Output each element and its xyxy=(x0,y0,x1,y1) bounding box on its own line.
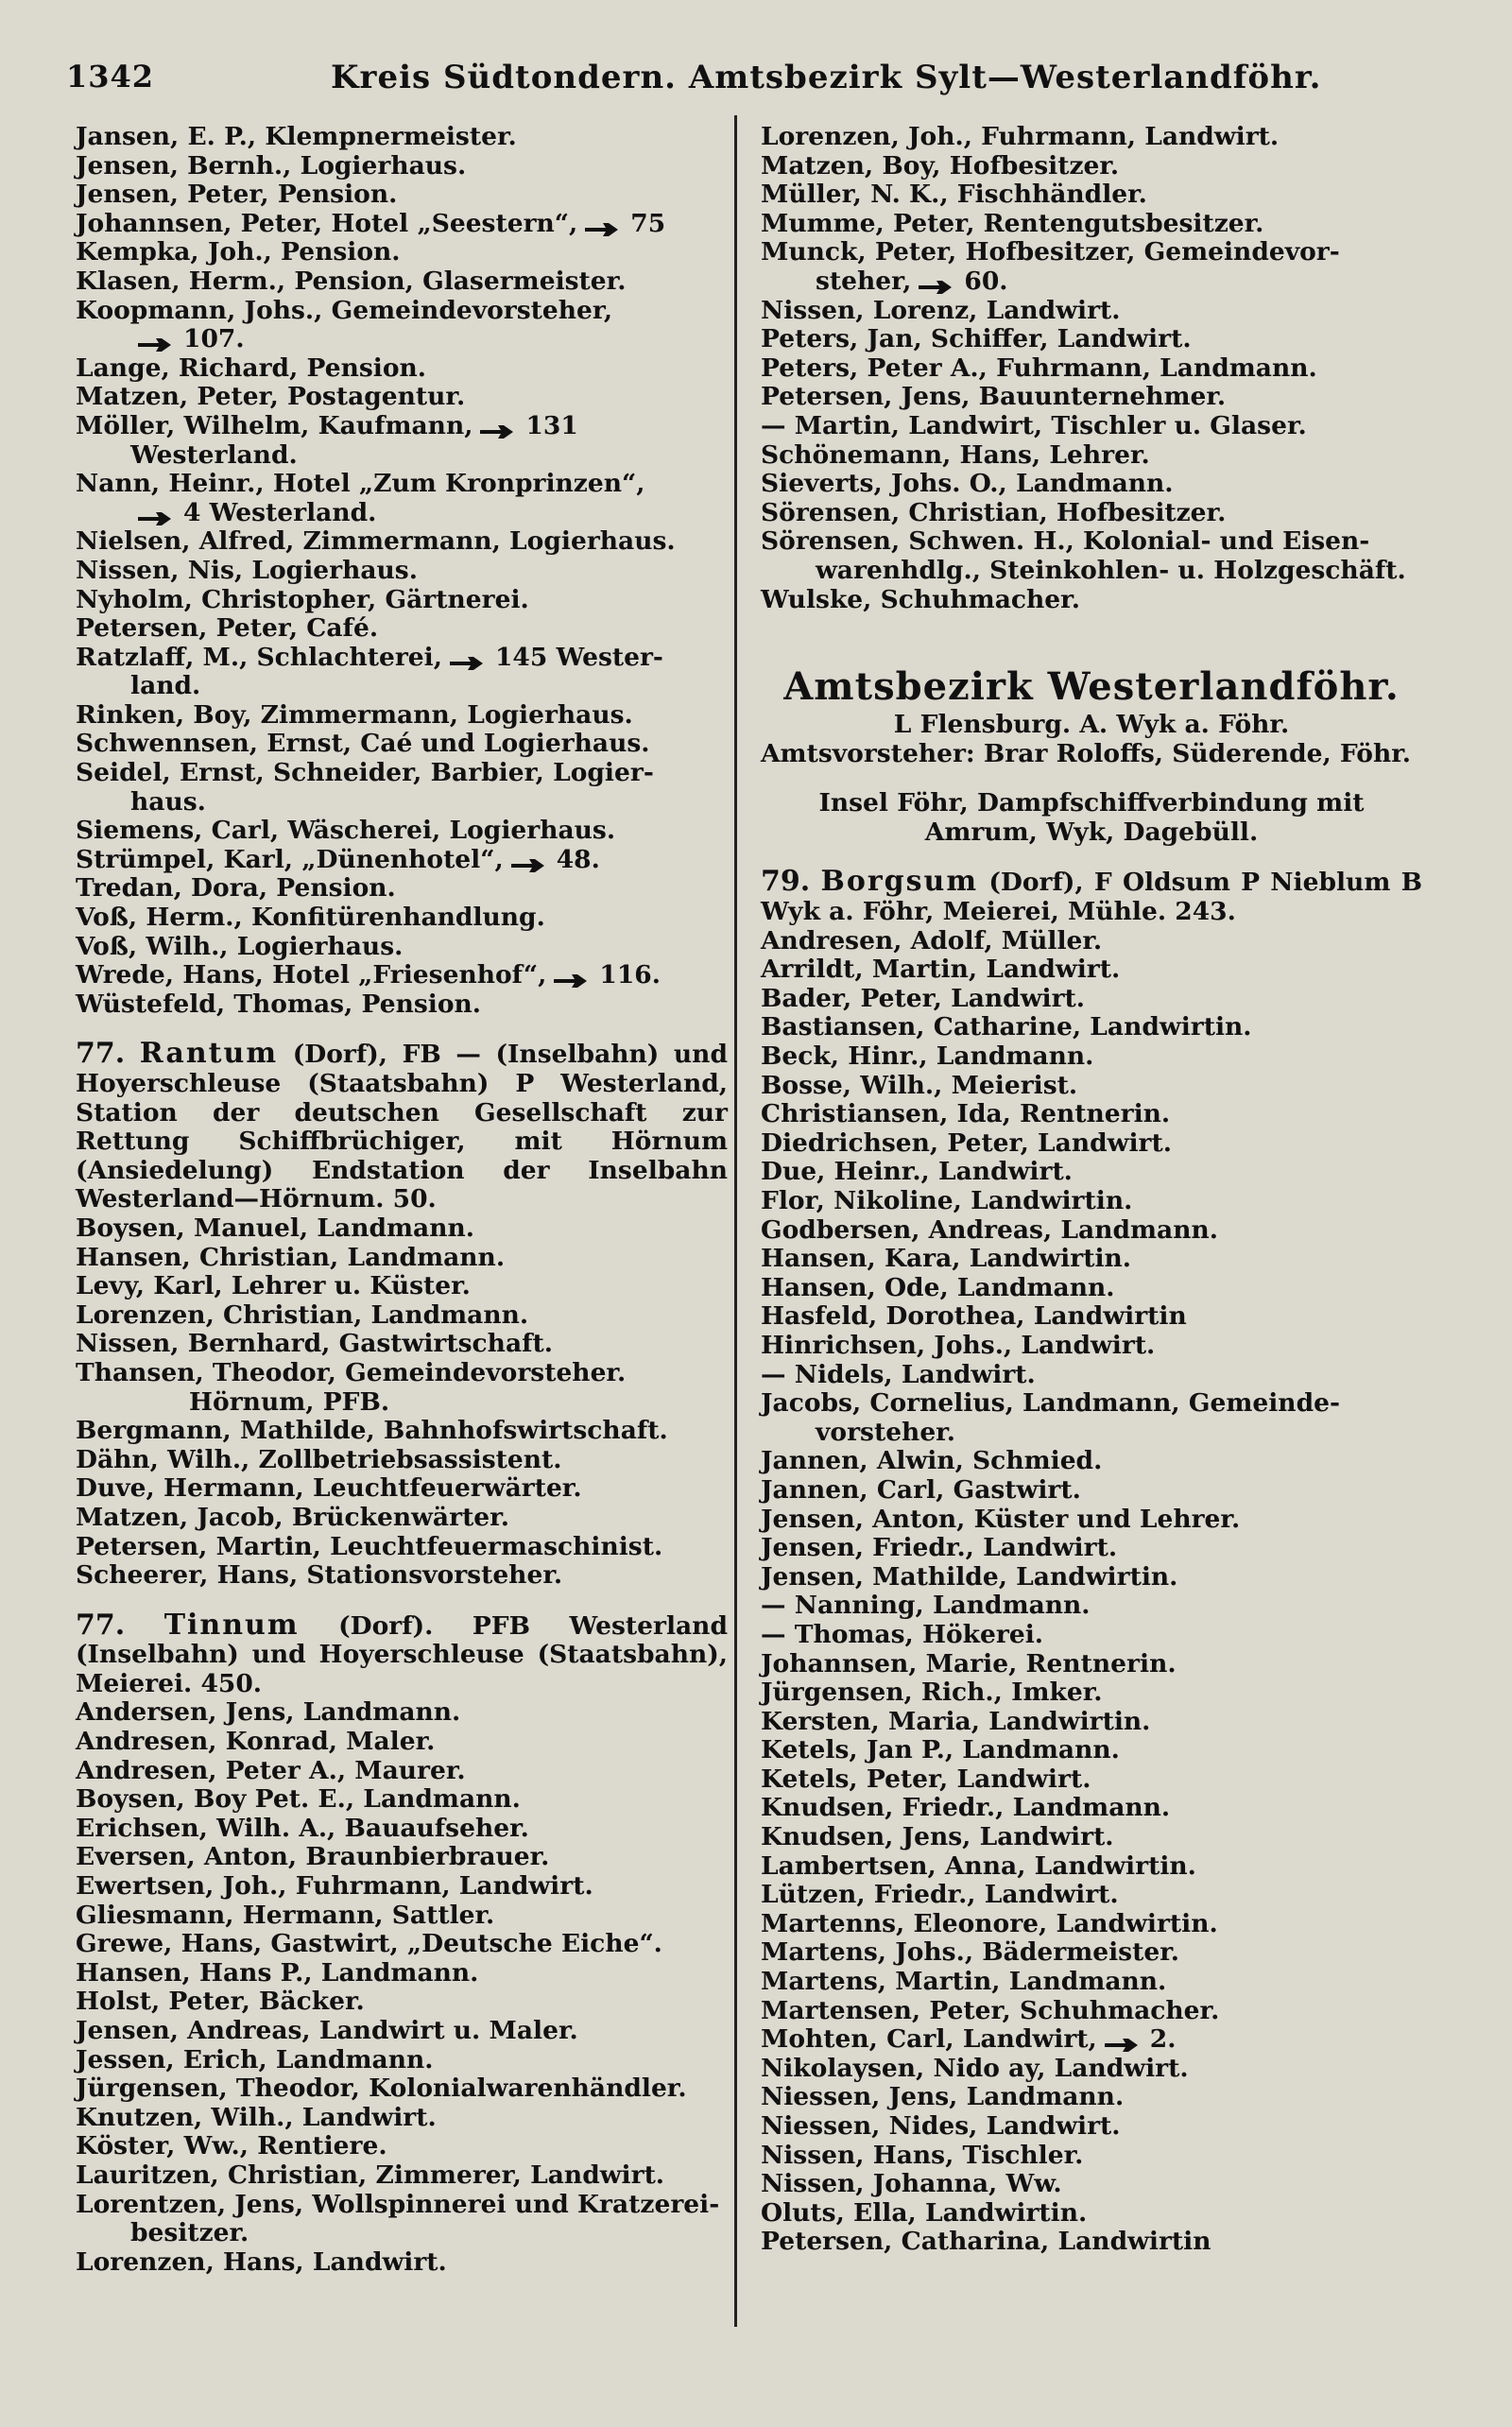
list-item: Köster, Ww., Rentiere. xyxy=(76,2131,387,2161)
list-item xyxy=(76,846,728,875)
phone-number: 2. xyxy=(1149,2024,1177,2055)
list-item: Nissen, Nis, Logierhaus. xyxy=(76,555,418,585)
list-item: Tredan, Dora, Pension. xyxy=(76,873,396,904)
list-item: Due, Heinr., Landwirt. xyxy=(761,1157,1073,1187)
list-item: Flor, Nikoline, Landwirtin. xyxy=(761,1186,1133,1215)
list-item: Lambertsen, Anna, Landwirtin. xyxy=(761,1850,1196,1881)
telephone-hand-icon xyxy=(478,419,520,436)
entry-text: Ratzlaff, M., Schlachterei, xyxy=(76,642,442,672)
place-description: (Dorf), FB — (Inselbahn) und Hoyerschleuse (Staatsbahn) P Westerland, Station der deutschen Gesellschaft zur Rettung Schiffbrüchiger, mit Hörnum (Ansiedelung) Endstation der Inselbahn Westerland—Hörnum. 50. xyxy=(76,1040,728,1214)
list-item: Johannsen, Marie, Rentnerin. xyxy=(761,1648,1177,1678)
list-item: Wulske, Schuhmacher. xyxy=(761,584,1080,614)
list-item: Hansen, Kara, Landwirtin. xyxy=(761,1244,1132,1274)
list-item-continuation: land. xyxy=(130,671,201,701)
entry-text: 4 Westerland. xyxy=(183,497,377,527)
list-item: Dähn, Wilh., Zollbetriebsassistent. xyxy=(76,1444,562,1474)
list-item: Nissen, Hans, Tischler. xyxy=(761,2140,1084,2170)
list-item: Lange, Richard, Pension. xyxy=(76,353,427,383)
list-item: Lorenzen, Joh., Fuhrmann, Landwirt. xyxy=(761,122,1280,151)
list-item: — Thomas, Hökerei. xyxy=(761,1619,1044,1649)
list-item: Ketels, Jan P., Landmann. xyxy=(761,1735,1120,1765)
list-item: Jensen, Anton, Küster und Lehrer. xyxy=(761,1504,1241,1534)
list-item: Kempka, Joh., Pension. xyxy=(76,237,401,267)
list-item: Diedrichsen, Peter, Landwirt. xyxy=(761,1127,1172,1158)
list-item: Lorenzen, Hans, Landwirt. xyxy=(76,2246,447,2277)
list-item xyxy=(761,2025,1422,2055)
telephone-hand-icon xyxy=(509,852,551,869)
section-title: Amtsbezirk Westerlandföhr. xyxy=(783,664,1400,710)
list-item: Bader, Peter, Landwirt. xyxy=(761,983,1086,1013)
phone-number: 48. xyxy=(556,844,600,874)
sub-place-heading: Hörnum, PFB. xyxy=(189,1386,390,1417)
right-column xyxy=(761,123,1422,2257)
list-item: Jürgensen, Rich., Imker. xyxy=(761,1678,1103,1708)
list-item: Hansen, Christian, Landmann. xyxy=(76,1242,506,1272)
list-item: Hansen, Hans P., Landmann. xyxy=(76,1957,479,1988)
list-item: Ewertsen, Joh., Fuhrmann, Landwirt. xyxy=(76,1871,593,1902)
list-item: Petersen, Peter, Café. xyxy=(76,613,379,644)
place-number: 77. xyxy=(76,1037,126,1071)
list-item: Peters, Jan, Schiffer, Landwirt. xyxy=(761,324,1192,354)
list-item: Christiansen, Ida, Rentnerin. xyxy=(761,1099,1171,1129)
list-item-continuation: vorsteher. xyxy=(816,1417,955,1447)
list-item: — Martin, Landwirt, Tischler u. Glaser. xyxy=(761,410,1307,440)
list-item: Bastiansen, Catharine, Landwirtin. xyxy=(761,1012,1252,1042)
list-item: Matzen, Jacob, Brückenwärter. xyxy=(76,1502,509,1532)
phone-number: 145 Wester- xyxy=(494,642,663,672)
list-item: Petersen, Martin, Leuchtfeuermaschinist. xyxy=(76,1531,663,1561)
list-item: Sörensen, Christian, Hofbesitzer. xyxy=(761,497,1227,527)
list-item: Jensen, Andreas, Landwirt u. Maler. xyxy=(76,2016,578,2045)
phone-number: 107. xyxy=(183,324,245,354)
list-item-continuation: besitzer. xyxy=(130,2218,249,2248)
telephone-hand-icon xyxy=(1103,2032,1144,2049)
list-item: Holst, Peter, Bäcker. xyxy=(76,1987,365,2017)
list-item: Jensen, Bernh., Logierhaus. xyxy=(76,150,467,181)
list-item: Thansen, Theodor, Gemeindevorsteher. xyxy=(76,1357,627,1387)
list-item-continuation: warenhdlg., Steinkohlen- u. Holzgeschäft. xyxy=(816,555,1406,585)
page-header xyxy=(66,59,1446,112)
place-description: (Dorf), F Oldsum P Nieblum B Wyk a. Föhr, Meierei, Mühle. 243. xyxy=(761,868,1423,927)
list-item: Martenns, Eleonore, Landwirtin. xyxy=(761,1908,1218,1938)
list-item: Niessen, Jens, Landmann. xyxy=(761,2082,1125,2112)
running-title: Kreis Südtondern. Amtsbezirk Sylt—Westerlandföhr. xyxy=(331,59,1322,96)
list-item: Matzen, Boy, Hofbesitzer. xyxy=(761,150,1120,181)
telephone-hand-icon xyxy=(917,274,958,291)
list-item: Voß, Wilh., Logierhaus. xyxy=(76,931,404,961)
list-item xyxy=(76,644,728,673)
list-item: Boysen, Boy Pet. E., Landmann. xyxy=(76,1784,521,1815)
list-item: Godbersen, Andreas, Landmann. xyxy=(761,1214,1218,1245)
list-item-continuation xyxy=(76,499,728,528)
left-column xyxy=(76,123,728,2277)
list-item: Jensen, Friedr., Landwirt. xyxy=(761,1533,1118,1563)
list-item-continuation: Westerland. xyxy=(130,439,298,470)
list-item: Levy, Karl, Lehrer u. Küster. xyxy=(76,1271,471,1301)
entry-text: Möller, Wilhelm, Kaufmann, xyxy=(76,410,473,440)
list-item-continuation: haus. xyxy=(130,786,206,817)
list-item: Nissen, Lorenz, Landwirt. xyxy=(761,295,1121,325)
phone-number: 116. xyxy=(599,960,661,990)
list-item: Jansen, E. P., Klempnermeister. xyxy=(76,122,517,151)
list-item: Sieverts, Johs. O., Landmann. xyxy=(761,469,1174,499)
place-heading-tinnum xyxy=(76,1608,728,1699)
list-item: Jürgensen, Theodor, Kolonialwarenhändler. xyxy=(76,2074,687,2104)
ferry-line: Insel Föhr, Dampfschiffverbindung mit Amrum, Wyk, Dagebüll. xyxy=(818,788,1365,847)
list-item: Andresen, Peter A., Maurer. xyxy=(76,1755,466,1785)
entry-text: Wrede, Hans, Hotel „Friesenhof“, xyxy=(76,960,547,990)
list-item: Boysen, Manuel, Landmann. xyxy=(76,1213,474,1243)
spacer xyxy=(761,768,1422,789)
telephone-hand-icon xyxy=(136,332,178,349)
list-item: Wüstefeld, Thomas, Pension. xyxy=(76,989,482,1019)
list-item: Knudsen, Jens, Landwirt. xyxy=(761,1822,1114,1852)
list-item: Grewe, Hans, Gastwirt, „Deutsche Eiche“. xyxy=(76,1929,662,1959)
list-item: Matzen, Peter, Postagentur. xyxy=(76,382,466,412)
list-item: — Nidels, Landwirt. xyxy=(761,1359,1036,1389)
place-name: Borgsum xyxy=(820,865,979,899)
list-item: — Nanning, Landmann. xyxy=(761,1591,1091,1621)
phone-number: 131 xyxy=(525,410,578,440)
list-item: Hinrichsen, Johs., Landwirt. xyxy=(761,1330,1156,1360)
entry-text: steher, xyxy=(816,266,912,296)
list-item: Hasfeld, Dorothea, Landwirtin xyxy=(761,1301,1187,1332)
list-item: Bergmann, Mathilde, Bahnhofswirtschaft. xyxy=(76,1416,668,1446)
list-item: Andersen, Jens, Landmann. xyxy=(76,1697,461,1728)
list-item: Jacobs, Cornelius, Landmann, Gemeinde- xyxy=(761,1388,1340,1419)
list-item: Jensen, Mathilde, Landwirtin. xyxy=(761,1561,1178,1592)
list-item: Arrildt, Martin, Landwirt. xyxy=(761,955,1121,985)
list-item: Knutzen, Wilh., Landwirt. xyxy=(76,2102,437,2132)
list-item: Nikolaysen, Nido ay, Landwirt. xyxy=(761,2053,1189,2083)
list-item: Oluts, Ella, Landwirtin. xyxy=(761,2197,1088,2228)
place-number: 79. xyxy=(761,865,811,899)
list-item: Klasen, Herm., Pension, Glasermeister. xyxy=(76,266,627,296)
list-item: Müller, N. K., Fischhändler. xyxy=(761,180,1147,210)
list-item: Martens, Martin, Landmann. xyxy=(761,1967,1167,1997)
place-heading-rantum xyxy=(76,1037,728,1214)
list-item: Seidel, Ernst, Schneider, Barbier, Logier- xyxy=(76,758,654,788)
place-number: 77. xyxy=(76,1608,126,1642)
list-item: Gliesmann, Hermann, Sattler. xyxy=(76,1900,495,1930)
telephone-hand-icon xyxy=(583,216,625,233)
list-item: Beck, Hinr., Landmann. xyxy=(761,1041,1094,1072)
list-item: Siemens, Carl, Wäscherei, Logierhaus. xyxy=(76,816,616,846)
list-item: Lorenzen, Christian, Landmann. xyxy=(76,1300,529,1330)
list-item: Petersen, Catharina, Landwirtin xyxy=(761,2227,1211,2257)
telephone-hand-icon xyxy=(552,968,593,985)
list-item: Jessen, Erich, Landmann. xyxy=(76,2044,434,2074)
place-name: Tinnum xyxy=(163,1608,300,1642)
place-heading-borgsum xyxy=(761,865,1423,927)
list-item: Hansen, Ode, Landmann. xyxy=(761,1272,1115,1302)
entry-text: Johannsen, Peter, Hotel „Seestern“, xyxy=(76,208,578,238)
list-item: Peters, Peter A., Fuhrmann, Landmann. xyxy=(761,353,1317,383)
spacer xyxy=(761,643,1422,663)
list-item: Nissen, Bernhard, Gastwirtschaft. xyxy=(76,1329,553,1359)
list-item: Andresen, Adolf, Müller. xyxy=(761,925,1103,955)
list-item: Knudsen, Friedr., Landmann. xyxy=(761,1793,1171,1823)
list-item: Nielsen, Alfred, Zimmermann, Logierhaus. xyxy=(76,526,676,557)
list-item: Andresen, Konrad, Maler. xyxy=(76,1727,436,1757)
list-item xyxy=(76,961,728,990)
list-item xyxy=(76,210,728,239)
place-description: (Dorf). PFB Westerland (Inselbahn) und Hoyerschleuse (Staatsbahn), Meierei. 450. xyxy=(76,1610,728,1698)
list-item: Duve, Hermann, Leuchtfeuerwärter. xyxy=(76,1473,582,1504)
list-item: Lorentzen, Jens, Wollspinnerei und Kratzerei- xyxy=(76,2189,720,2219)
page-number: 1342 xyxy=(66,59,155,95)
list-item: Ketels, Peter, Landwirt. xyxy=(761,1764,1091,1794)
list-item: Nyholm, Christopher, Gärtnerei. xyxy=(76,584,529,614)
list-item: Martens, Johs., Bädermeister. xyxy=(761,1937,1179,1968)
list-item: Munck, Peter, Hofbesitzer, Gemeindevor- xyxy=(761,237,1340,267)
list-item: Bosse, Wilh., Meierist. xyxy=(761,1070,1078,1100)
telephone-hand-icon xyxy=(448,650,490,667)
telephone-hand-icon xyxy=(136,506,178,523)
list-item xyxy=(76,412,728,441)
list-item-continuation xyxy=(76,325,728,354)
list-item: Lützen, Friedr., Landwirt. xyxy=(761,1880,1119,1910)
list-item: Koopmann, Johs., Gemeindevorsteher, xyxy=(76,295,613,325)
list-item: Eversen, Anton, Braunbierbrauer. xyxy=(76,1842,550,1872)
court-line: L Flensburg. A. Wyk a. Föhr. xyxy=(893,710,1290,740)
list-item: Petersen, Jens, Bauunternehmer. xyxy=(761,382,1227,412)
list-item: Schwennsen, Ernst, Caé und Logierhaus. xyxy=(76,729,650,759)
list-item-continuation xyxy=(761,267,1422,297)
list-item: Rinken, Boy, Zimmermann, Logierhaus. xyxy=(76,699,633,730)
list-item: Martensen, Peter, Schuhmacher. xyxy=(761,1995,1220,2025)
entry-text: Mohten, Carl, Landwirt, xyxy=(761,2024,1097,2055)
list-item: Lauritzen, Christian, Zimmerer, Landwirt. xyxy=(76,2160,665,2190)
list-item: Schönemann, Hans, Lehrer. xyxy=(761,439,1150,470)
list-item: Jannen, Alwin, Schmied. xyxy=(761,1446,1103,1476)
list-item: Kersten, Maria, Landwirtin. xyxy=(761,1706,1151,1736)
column-divider xyxy=(734,115,737,2327)
list-item: Nissen, Johanna, Ww. xyxy=(761,2169,1062,2199)
list-item: Mumme, Peter, Rentengutsbesitzer. xyxy=(761,208,1264,238)
list-item: Nann, Heinr., Hotel „Zum Kronprinzen“, xyxy=(76,469,645,499)
official-line: Amtsvorsteher: Brar Roloffs, Süderende, Föhr. xyxy=(761,738,1411,768)
place-name: Rantum xyxy=(139,1037,279,1071)
list-item: Voß, Herm., Konfitürenhandlung. xyxy=(76,903,545,933)
phone-number: 75 xyxy=(630,208,666,238)
list-item: Sörensen, Schwen. H., Kolonial- und Eisen- xyxy=(761,526,1370,557)
list-item: Erichsen, Wilh. A., Bauaufseher. xyxy=(76,1813,529,1843)
list-item: Scheerer, Hans, Stationsvorsteher. xyxy=(76,1560,563,1591)
list-item: Jannen, Carl, Gastwirt. xyxy=(761,1474,1081,1505)
spacer xyxy=(761,614,1422,643)
entry-text: Strümpel, Karl, „Dünenhotel“, xyxy=(76,844,504,874)
phone-number: 60. xyxy=(964,266,1008,296)
list-item: Niessen, Nides, Landwirt. xyxy=(761,2111,1121,2141)
list-item: Jensen, Peter, Pension. xyxy=(76,180,398,210)
